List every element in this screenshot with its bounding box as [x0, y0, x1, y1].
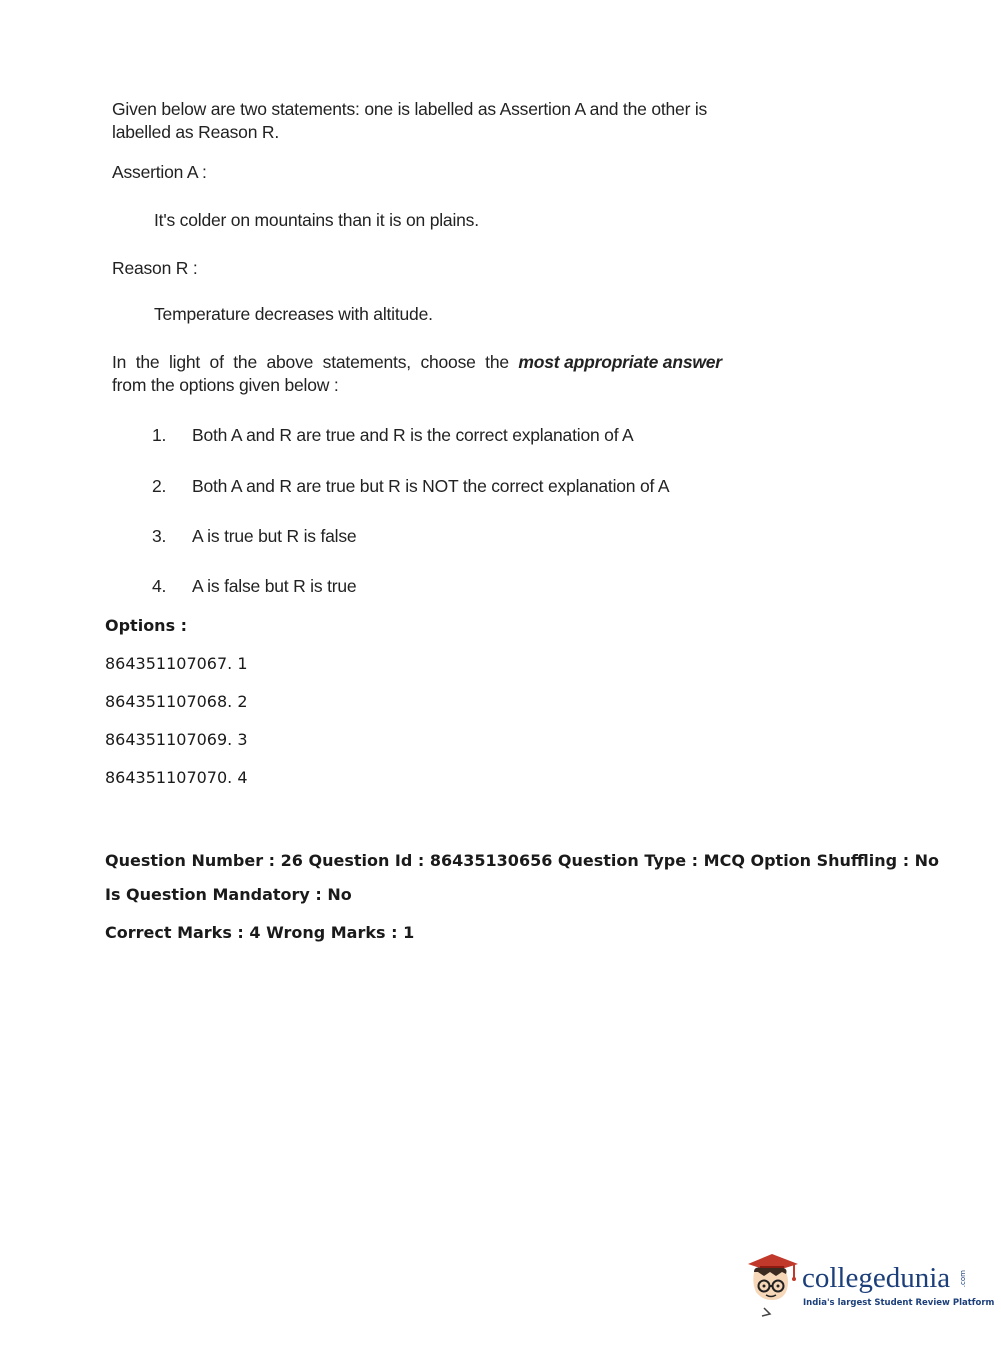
instruction-word: of — [209, 352, 224, 372]
choice-number: 4. — [152, 576, 167, 596]
student-mascot-icon — [742, 1250, 802, 1320]
choice-item — [152, 526, 356, 547]
instruction-word: the — [485, 352, 509, 372]
choice-item — [152, 576, 356, 597]
logo-tld: .com — [959, 1270, 967, 1288]
instruction-word: statements, — [322, 352, 411, 372]
instruction-word: choose — [420, 352, 476, 372]
options-heading: Options : — [105, 616, 188, 635]
instruction-word: light — [168, 352, 201, 372]
option-id-item: 864351107070. 4 — [105, 768, 248, 787]
instruction-emphasis: most appropriate answer — [518, 352, 722, 372]
choice-number: 1. — [152, 425, 167, 445]
choice-text: Both A and R are true but R is NOT the correct explanation of A — [192, 476, 670, 496]
question-instruction — [112, 351, 722, 397]
option-id-item: 864351107068. 2 — [105, 692, 248, 711]
instruction-word: above — [266, 352, 314, 372]
reason-label: Reason R : — [112, 258, 198, 278]
instruction-word: the — [233, 352, 257, 372]
logo-tagline: India's largest Student Review Platform — [803, 1298, 995, 1308]
question-marks: Correct Marks : 4 Wrong Marks : 1 — [105, 923, 415, 942]
option-id-item: 864351107067. 1 — [105, 654, 248, 673]
instruction-line-1 — [112, 351, 722, 374]
choice-item — [152, 425, 634, 446]
choice-text: Both A and R are true and R is the correct explanation of A — [192, 425, 634, 445]
logo-wordmark: collegedunia — [802, 1262, 951, 1294]
question-info: Question Number : 26 Question Id : 86435130656 Question Type : MCQ Option Shuffling : No — [105, 851, 940, 870]
choice-number: 3. — [152, 526, 167, 546]
collegedunia-logo — [742, 1250, 995, 1320]
question-intro: Given below are two statements: one is labelled as Assertion A and the other is labelled as Reason R. — [112, 99, 708, 142]
reason-text: Temperature decreases with altitude. — [154, 304, 433, 324]
instruction-word: the — [135, 352, 160, 372]
choice-item — [152, 476, 669, 497]
choice-number: 2. — [152, 476, 167, 496]
question-mandatory: Is Question Mandatory : No — [105, 885, 352, 904]
instruction-word: In — [112, 352, 127, 372]
instruction-suffix: from the options given below : — [112, 375, 339, 395]
choice-text: A is true but R is false — [192, 526, 357, 546]
assertion-label: Assertion A : — [112, 162, 207, 182]
choice-text: A is false but R is true — [192, 576, 357, 596]
option-id-item: 864351107069. 3 — [105, 730, 248, 749]
assertion-text: It's colder on mountains than it is on plains. — [154, 210, 479, 230]
